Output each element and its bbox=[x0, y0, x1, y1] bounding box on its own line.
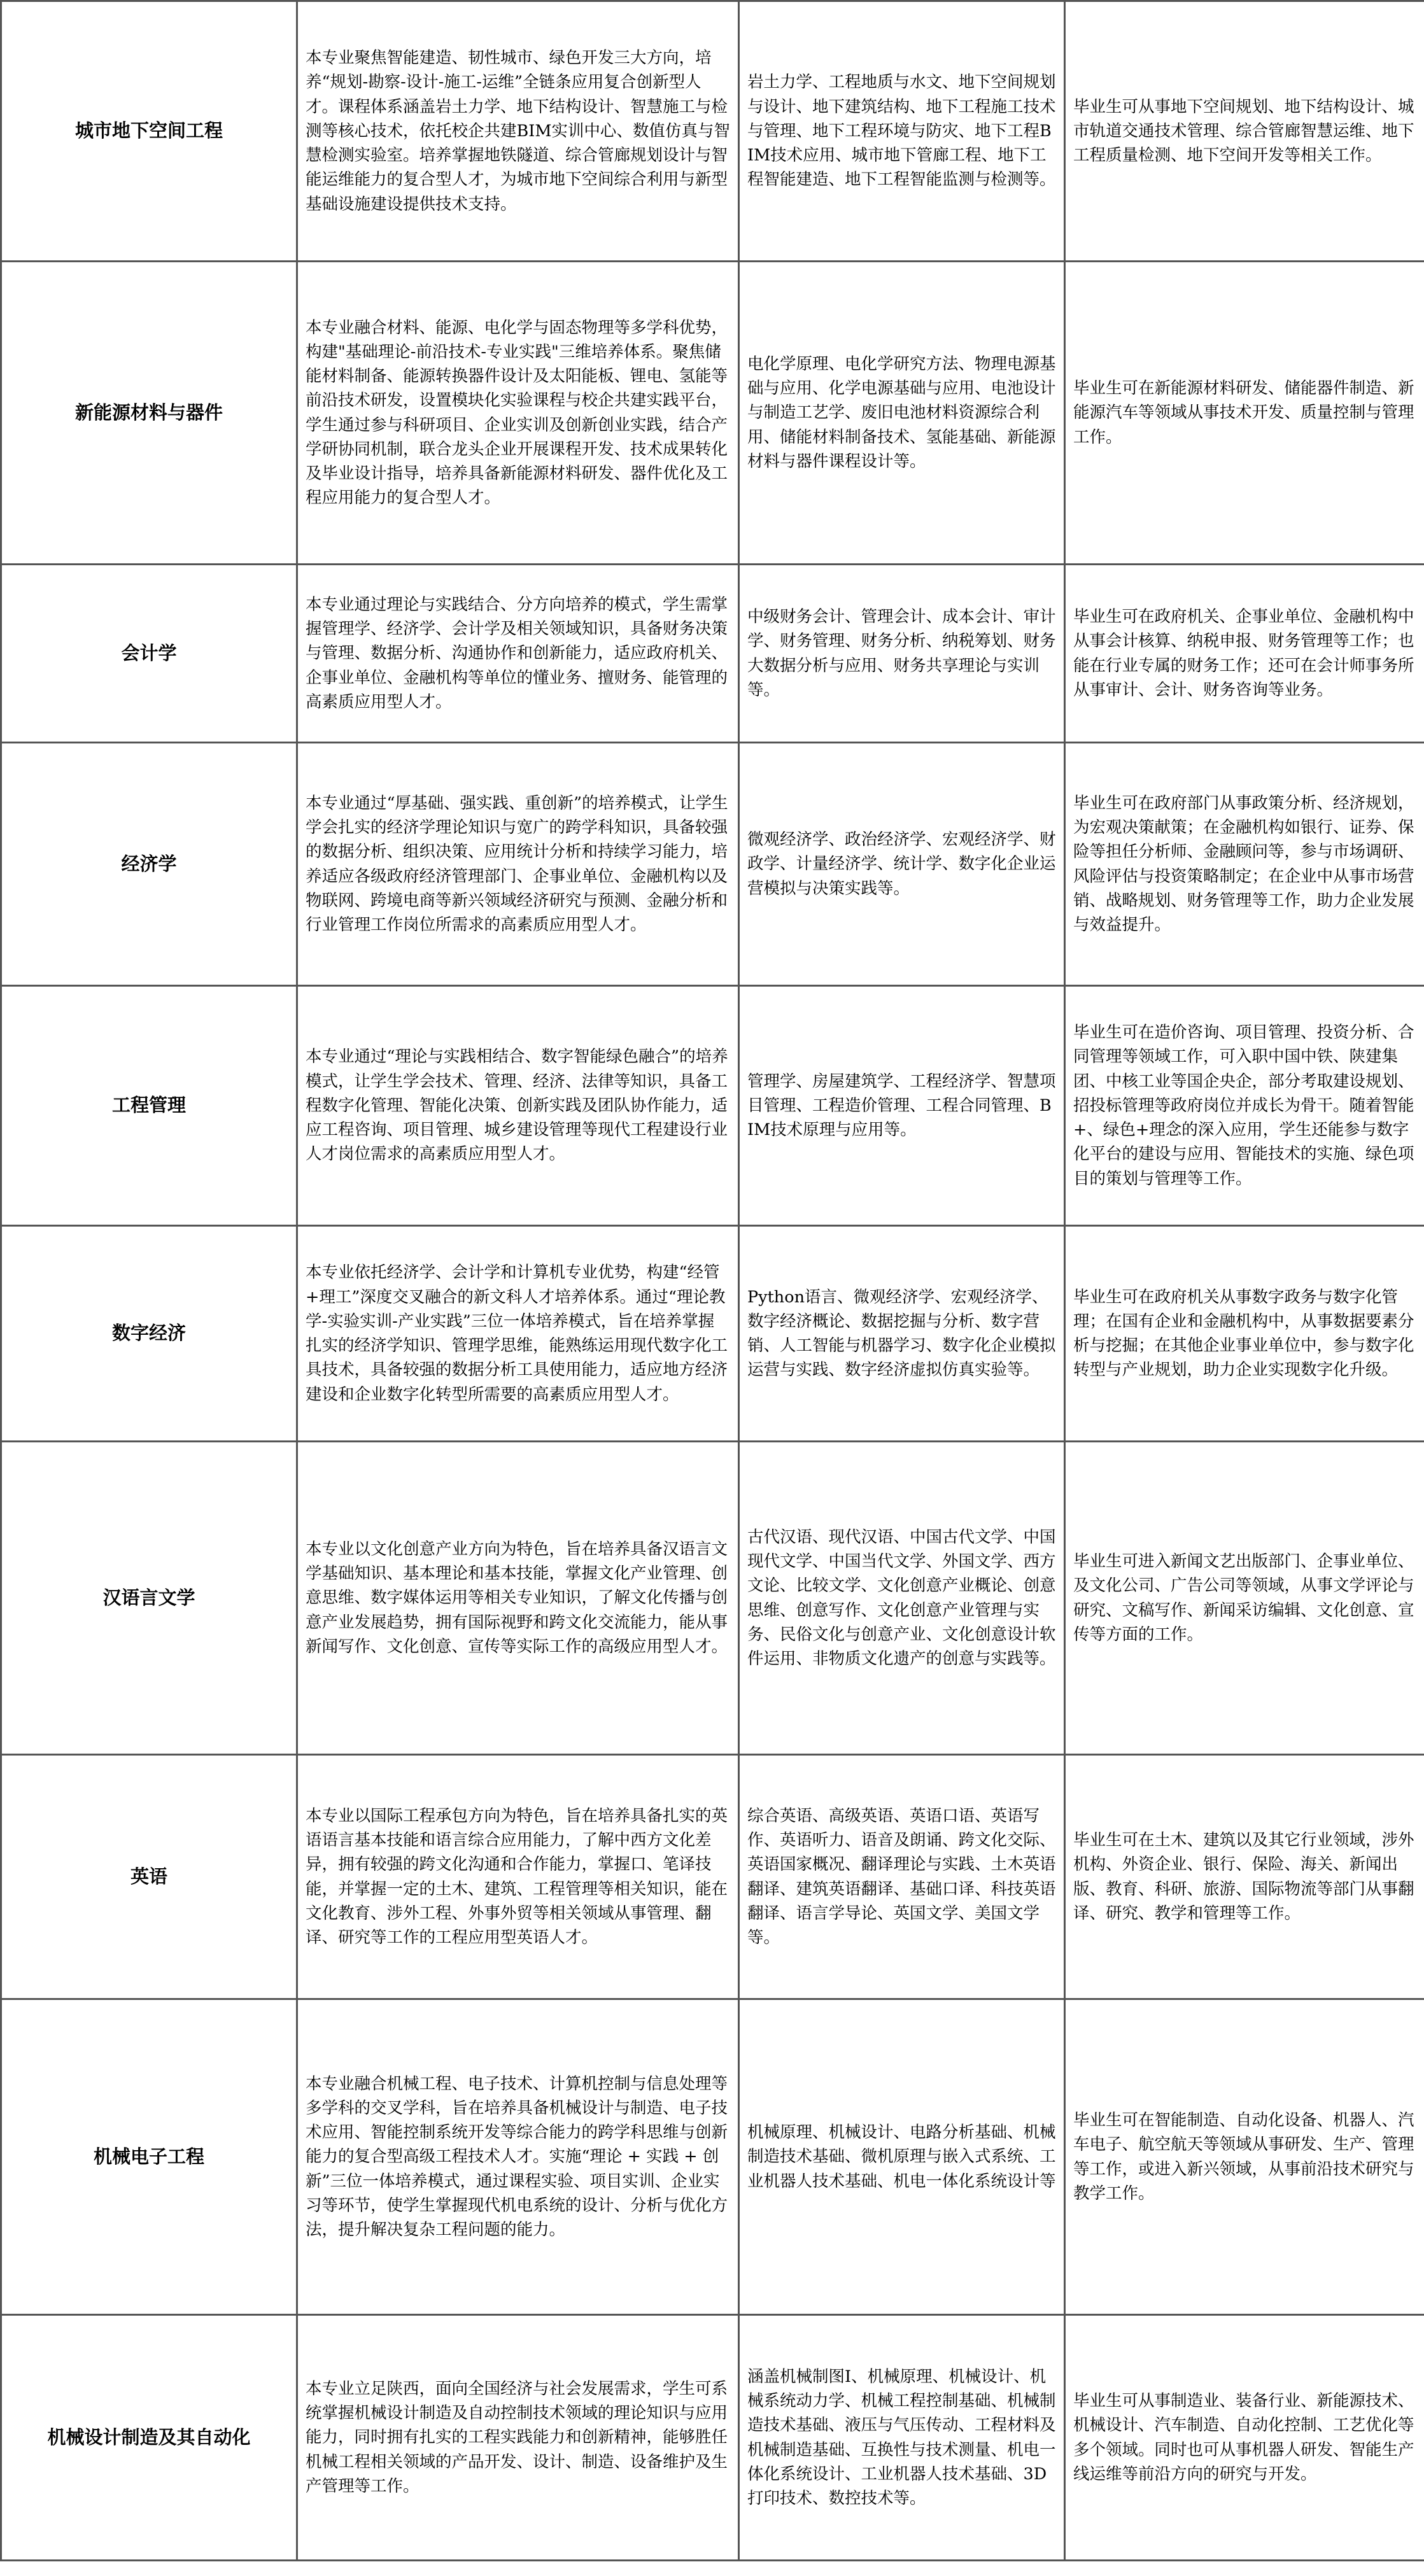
training-objective: 本专业通过“厚基础、强实践、重创新”的培养模式，让学生学会扎实的经济学理论知识与宽广的跨学科知识，具备较强的数据分析、组织决策、应用统计分析和持续学习能力，培养适应各级政府经济管理部门、企事业单位、金融机构以及物联网、跨境电商等新兴领域经济研究与预测、金融分析和行业管理工作岗位所需求的高素质应用型人才。 bbox=[297, 743, 739, 986]
major-name: 机械电子工程 bbox=[1, 1999, 297, 2315]
table-row bbox=[1, 1, 1424, 262]
major-name: 城市地下空间工程 bbox=[1, 1, 297, 262]
training-objective: 本专业融合材料、能源、电化学与固态物理等多学科优势，构建"基础理论-前沿技术-专业实践"三维培养体系。聚焦储能材料制备、能源转换器件设计及太阳能板、锂电、氢能等前沿技术研发，设置模块化实验课程与校企共建实践平台，学生通过参与科研项目、企业实训及创新创业实践，结合产学研协同机制，联合龙头企业开展课程开发、技术成果转化及毕业设计指导，培养具备新能源材料研发、器件优化及工程应用能力的复合型人才。 bbox=[297, 262, 739, 565]
core-courses: Python语言、微观经济学、宏观经济学、数字经济概论、数据挖掘与分析、数字营销、人工智能与机器学习、数字化企业模拟运营与实践、数字经济虚拟仿真实验等。 bbox=[739, 1226, 1065, 1442]
career-directions: 毕业生可在造价咨询、项目管理、投资分析、合同管理等领域工作，可入职中国中铁、陕建集团、中核工业等国企央企，部分考取建设规划、招投标管理等政府岗位并成长为骨干。随着智能+、绿色+理念的深入应用，学生还能参与数字化平台的建设与应用、智能技术的实施、绿色项目的策划与管理等工作。 bbox=[1065, 986, 1424, 1226]
career-directions: 毕业生可在新能源材料研发、储能器件制造、新能源汽车等领域从事技术开发、质量控制与管理工作。 bbox=[1065, 262, 1424, 565]
core-courses: 综合英语、高级英语、英语口语、英语写作、英语听力、语音及朗诵、跨文化交际、英语国家概况、翻译理论与实践、土木英语翻译、建筑英语翻译、基础口译、科技英语翻译、语言学导论、英国文学、美国文学等。 bbox=[739, 1755, 1065, 1999]
major-name: 英语 bbox=[1, 1755, 297, 1999]
table-row bbox=[1, 565, 1424, 743]
career-directions: 毕业生可在土木、建筑以及其它行业领域，涉外机构、外资企业、银行、保险、海关、新闻出版、教育、科研、旅游、国际物流等部门从事翻译、研究、教学和管理等工作。 bbox=[1065, 1755, 1424, 1999]
table-row bbox=[1, 986, 1424, 1226]
major-name: 新能源材料与器件 bbox=[1, 262, 297, 565]
core-courses: 管理学、房屋建筑学、工程经济学、智慧项目管理、工程造价管理、工程合同管理、BIM技术原理与应用等。 bbox=[739, 986, 1065, 1226]
career-directions: 毕业生可从事制造业、装备行业、新能源技术、机械设计、汽车制造、自动化控制、工艺优化等多个领域。同时也可从事机器人研发、智能生产线运维等前沿方向的研究与开发。 bbox=[1065, 2315, 1424, 2561]
major-name: 工程管理 bbox=[1, 986, 297, 1226]
training-objective: 本专业聚焦智能建造、韧性城市、绿色开发三大方向，培养“规划-勘察-设计-施工-运维”全链条应用复合创新型人才。课程体系涵盖岩土力学、地下结构设计、智慧施工与检测等核心技术，依托校企共建BIM实训中心、数值仿真与智慧检测实验室。培养掌握地铁隧道、综合管廊规划设计与智能运维能力的复合型人才，为城市地下空间综合利用与新型基础设施建设提供技术支持。 bbox=[297, 1, 739, 262]
table-row bbox=[1, 743, 1424, 986]
major-name: 数字经济 bbox=[1, 1226, 297, 1442]
career-directions: 毕业生可在智能制造、自动化设备、机器人、汽车电子、航空航天等领域从事研发、生产、管理等工作，或进入新兴领域，从事前沿技术研究与教学工作。 bbox=[1065, 1999, 1424, 2315]
core-courses: 涵盖机械制图Ⅰ、机械原理、机械设计、机械系统动力学、机械工程控制基础、机械制造技术基础、液压与气压传动、工程材料及机械制造基础、互换性与技术测量、机电一体化系统设计、工业机器人技术基础、3D打印技术、数控技术等。 bbox=[739, 2315, 1065, 2561]
career-directions: 毕业生可在政府部门从事政策分析、经济规划，为宏观决策献策；在金融机构如银行、证券、保险等担任分析师、金融顾问等，参与市场调研、风险评估与投资策略制定；在企业中从事市场营销、战略规划、财务管理等工作，助力企业发展与效益提升。 bbox=[1065, 743, 1424, 986]
table-row bbox=[1, 262, 1424, 565]
training-objective: 本专业通过“理论与实践相结合、数字智能绿色融合”的培养模式，让学生学会技术、管理、经济、法律等知识，具备工程数字化管理、智能化决策、创新实践及团队协作能力，适应工程咨询、项目管理、城乡建设管理等现代工程建设行业人才岗位需求的高素质应用型人才。 bbox=[297, 986, 739, 1226]
career-directions: 毕业生可在政府机关从事数字政务与数字化管理；在国有企业和金融机构中，从事数据要素分析与挖掘；在其他企业事业单位中，参与数字化转型与产业规划，助力企业实现数字化升级。 bbox=[1065, 1226, 1424, 1442]
major-name: 机械设计制造及其自动化 bbox=[1, 2315, 297, 2561]
table-row bbox=[1, 1226, 1424, 1442]
majors-table-body bbox=[1, 1, 1424, 2561]
training-objective: 本专业通过理论与实践结合、分方向培养的模式，学生需掌握管理学、经济学、会计学及相关领域知识，具备财务决策与管理、数据分析、沟通协作和创新能力，适应政府机关、企事业单位、金融机构等单位的懂业务、擅财务、能管理的高素质应用型人才。 bbox=[297, 565, 739, 743]
core-courses: 古代汉语、现代汉语、中国古代文学、中国现代文学、中国当代文学、外国文学、西方文论、比较文学、文化创意产业概论、创意思维、创意写作、文化创意产业管理与实务、民俗文化与创意产业、文化创意设计软件运用、非物质文化遗产的创意与实践等。 bbox=[739, 1442, 1065, 1755]
training-objective: 本专业立足陕西，面向全国经济与社会发展需求，学生可系统掌握机械设计制造及自动控制技术领域的理论知识与应用能力，同时拥有扎实的工程实践能力和创新精神，能够胜任机械工程相关领域的产品开发、设计、制造、设备维护及生产管理等工作。 bbox=[297, 2315, 739, 2561]
major-name: 汉语言文学 bbox=[1, 1442, 297, 1755]
career-directions: 毕业生可进入新闻文艺出版部门、企事业单位、及文化公司、广告公司等领域，从事文学评论与研究、文稿写作、新闻采访编辑、文化创意、宣传等方面的工作。 bbox=[1065, 1442, 1424, 1755]
major-name: 会计学 bbox=[1, 565, 297, 743]
table-row bbox=[1, 1755, 1424, 1999]
major-name: 经济学 bbox=[1, 743, 297, 986]
training-objective: 本专业融合机械工程、电子技术、计算机控制与信息处理等多学科的交叉学科，旨在培养具备机械设计与制造、电子技术应用、智能控制系统开发等综合能力的跨学科思维与创新能力的复合型高级工程技术人才。实施“理论 + 实践 + 创新”三位一体培养模式，通过课程实验、项目实训、企业实习等环节，使学生掌握现代机电系统的设计、分析与优化方法，提升解决复杂工程问题的能力。 bbox=[297, 1999, 739, 2315]
training-objective: 本专业依托经济学、会计学和计算机专业优势，构建“经管+理工”深度交叉融合的新文科人才培养体系。通过“理论教学-实验实训-产业实践”三位一体培养模式，旨在培养掌握扎实的经济学知识、管理学思维，能熟练运用现代数字化工具技术，具备较强的数据分析工具使用能力，适应地方经济建设和企业数字化转型所需要的高素质应用型人才。 bbox=[297, 1226, 739, 1442]
table-row bbox=[1, 1442, 1424, 1755]
career-directions: 毕业生可在政府机关、企事业单位、金融机构中从事会计核算、纳税申报、财务管理等工作；也能在行业专属的财务工作；还可在会计师事务所从事审计、会计、财务咨询等业务。 bbox=[1065, 565, 1424, 743]
table-row bbox=[1, 2315, 1424, 2561]
core-courses: 电化学原理、电化学研究方法、物理电源基础与应用、化学电源基础与应用、电池设计与制造工艺学、废旧电池材料资源综合利用、储能材料制备技术、氢能基础、新能源材料与器件课程设计等。 bbox=[739, 262, 1065, 565]
core-courses: 机械原理、机械设计、电路分析基础、机械制造技术基础、微机原理与嵌入式系统、工业机器人技术基础、机电一体化系统设计等 bbox=[739, 1999, 1065, 2315]
career-directions: 毕业生可从事地下空间规划、地下结构设计、城市轨道交通技术管理、综合管廊智慧运维、地下工程质量检测、地下空间开发等相关工作。 bbox=[1065, 1, 1424, 262]
core-courses: 岩土力学、工程地质与水文、地下空间规划与设计、地下建筑结构、地下工程施工技术与管理、地下工程环境与防灾、地下工程BIM技术应用、城市地下管廊工程、地下工程智能建造、地下工程智能监测与检测等。 bbox=[739, 1, 1065, 262]
table-row bbox=[1, 1999, 1424, 2315]
core-courses: 微观经济学、政治经济学、宏观经济学、财政学、计量经济学、统计学、数字化企业运营模拟与决策实践等。 bbox=[739, 743, 1065, 986]
core-courses: 中级财务会计、管理会计、成本会计、审计学、财务管理、财务分析、纳税筹划、财务大数据分析与应用、财务共享理论与实训等。 bbox=[739, 565, 1065, 743]
training-objective: 本专业以文化创意产业方向为特色，旨在培养具备汉语言文学基础知识、基本理论和基本技能，掌握文化产业管理、创意思维、数字媒体运用等相关专业知识，了解文化传播与创意产业发展趋势，拥有国际视野和跨文化交流能力，能从事新闻写作、文化创意、宣传等实际工作的高级应用型人才。 bbox=[297, 1442, 739, 1755]
training-objective: 本专业以国际工程承包方向为特色，旨在培养具备扎实的英语语言基本技能和语言综合应用能力，了解中西方文化差异，拥有较强的跨文化沟通和合作能力，掌握口、笔译技能，并掌握一定的土木、建筑、工程管理等相关知识，能在文化教育、涉外工程、外事外贸等相关领域从事管理、翻译、研究等工作的工程应用型英语人才。 bbox=[297, 1755, 739, 1999]
